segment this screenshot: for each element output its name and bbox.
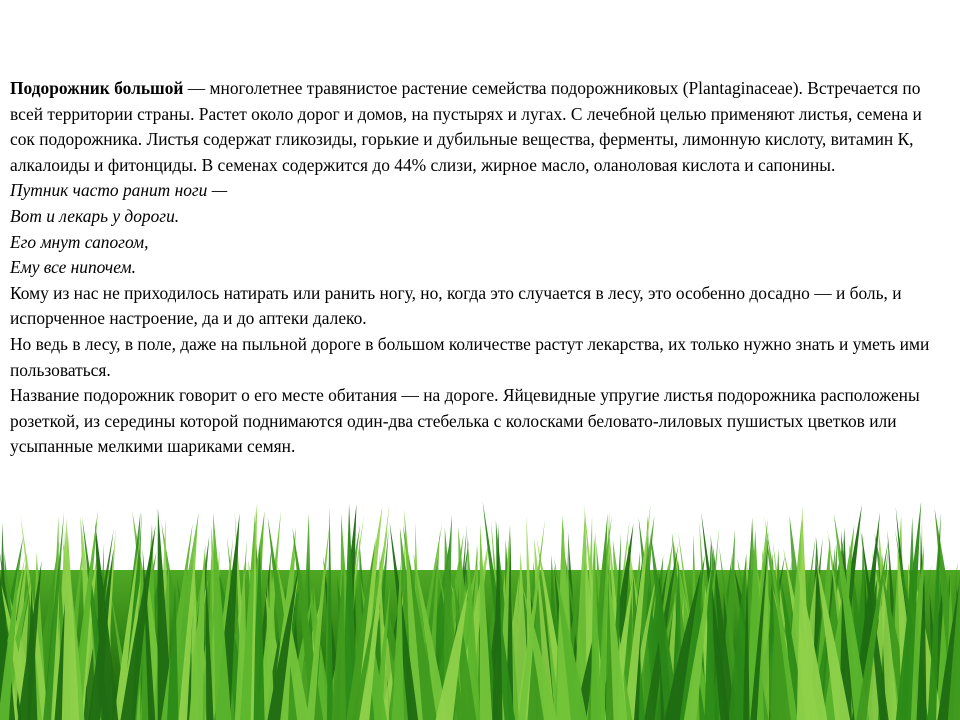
poem-line-3: Его мнут сапогом,: [10, 231, 149, 252]
intro-paragraph: [10, 76, 940, 178]
poem-line-1: Путник часто ранит ноги —: [10, 180, 228, 201]
plant-name: Подорожник большой: [10, 78, 184, 98]
text-block: [10, 76, 940, 460]
intro-text: — многолетнее травянистое растение семейства подорожниковых (Plantaginaceae). Встречается по всей территории страны. Растет около дорог и домов, на пустырях и лугах. С лечебной целью применяют листья, семена и сок подорожника. Листья содержат гликозиды, горькие и дубильные вещества, ферменты, лимонную кислоту, витамин К, алкалоиды и фитонциды. В семенах содержится до 44% слизи, жирное масло, оланоловая кислота и сапонины.: [10, 78, 922, 175]
poem-line-2: Вот и лекарь у дороги.: [10, 205, 180, 226]
paragraph-name-origin: Название подорожник говорит о его месте обитания — на дороге. Яйцевидные упругие листья подорожника расположены розеткой, из середины которой поднимаются один-два стебелька с колосками беловато-лиловых пушистых цветков или усыпанные мелкими шариками семян.: [10, 385, 920, 457]
paragraph-forest-injury: Кому из нас не приходилось натирать или ранить ногу, но, когда это случается в лесу, это особенно досадно — и боль, и испорченное настроение, да и до аптеки далеко.: [10, 282, 902, 329]
poem-line-4: Ему все нипочем.: [10, 257, 136, 278]
grass-blades: [0, 501, 960, 720]
grass-image: [0, 500, 960, 720]
paragraph-medicine-nearby: Но ведь в лесу, в поле, даже на пыльной дороге в большом количестве растут лекарства, их только нужно знать и уметь ими пользоваться.: [10, 333, 930, 380]
